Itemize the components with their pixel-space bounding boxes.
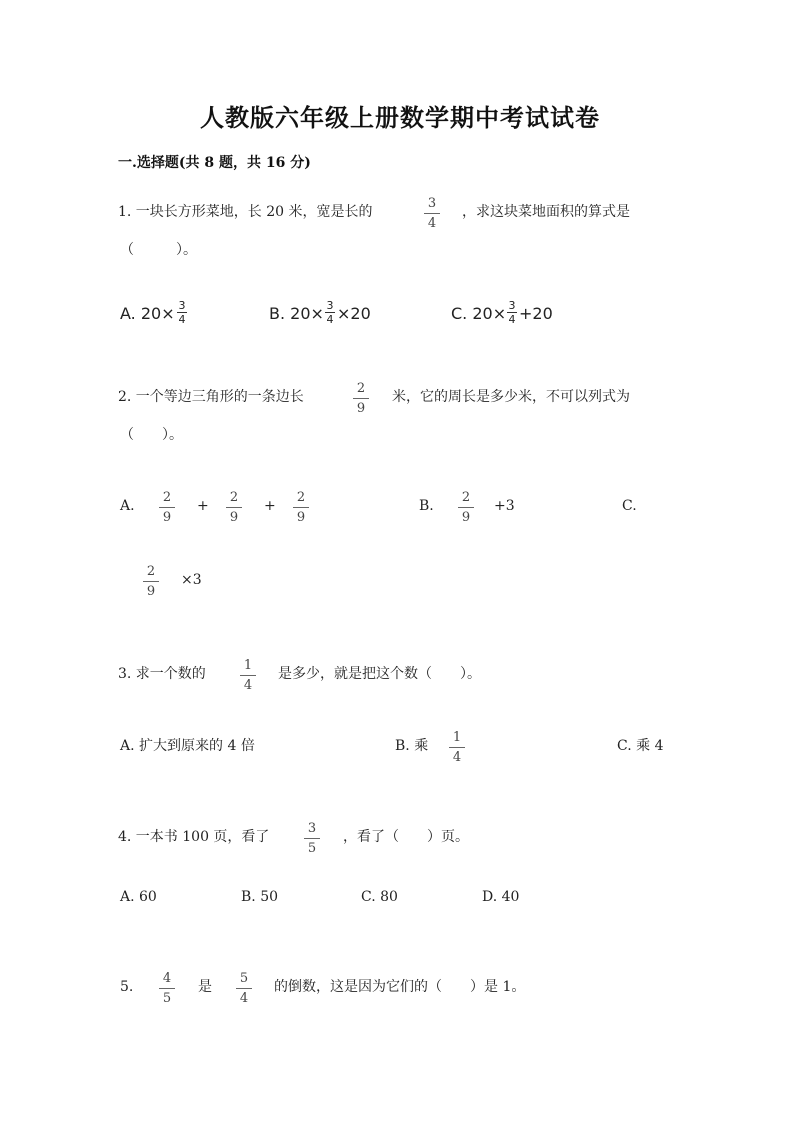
q5-fraction-1 <box>159 971 175 1006</box>
q1-option-b-prefix: B. 20× <box>269 304 324 323</box>
denominator: 9 <box>461 510 471 525</box>
denominator: 4 <box>178 313 186 326</box>
q1-frac-numerator: 3 <box>427 196 437 211</box>
denominator: 4 <box>452 750 462 765</box>
denominator: 9 <box>162 510 172 525</box>
plus-sign: + <box>264 498 276 514</box>
q1-text-before: 1. 一块长方形菜地，长 20 米，宽是长的 <box>118 204 373 220</box>
q4-fraction <box>304 821 320 856</box>
q3-frac-denominator: 4 <box>243 678 253 693</box>
page-title: 人教版六年级上册数学期中考试试卷 <box>200 103 600 132</box>
q1-option-b-suffix: ×20 <box>337 304 371 323</box>
q4-text-after: ，看了（ ）页。 <box>343 829 469 845</box>
q3-fraction <box>240 658 256 693</box>
numerator: 2 <box>162 490 172 505</box>
numerator: 3 <box>508 299 516 312</box>
q2-frac-denominator: 9 <box>356 401 366 416</box>
q2-option-a-fraction-1 <box>159 490 175 525</box>
q1-option-c-prefix: C. 20× <box>451 304 507 323</box>
fraction-bar <box>159 988 175 989</box>
q2-option-c-label: C. <box>622 498 637 514</box>
section-heading: 一.选择题(共 8 题，共 16 分) <box>118 155 311 171</box>
denominator: 9 <box>296 510 306 525</box>
q2-blank: （ ）。 <box>120 427 183 443</box>
fraction-bar <box>236 988 252 989</box>
q3-option-c: C. 乘 4 <box>617 738 664 754</box>
q5-mid-text: 是 <box>198 979 212 995</box>
q4-option-c: C. 80 <box>361 889 398 905</box>
numerator: 4 <box>162 971 172 986</box>
q1-option-b-fraction <box>325 300 335 325</box>
q1-option-c-suffix: +20 <box>519 304 553 323</box>
q3-option-b-label: B. 乘 <box>395 738 429 754</box>
q2-option-a-fraction-2 <box>226 490 242 525</box>
numerator: 2 <box>296 490 306 505</box>
q2-fraction <box>353 381 369 416</box>
denominator: 4 <box>508 313 516 326</box>
fraction-bar <box>226 507 242 508</box>
denominator: 5 <box>162 991 172 1006</box>
fraction-bar <box>304 838 320 839</box>
numerator: 5 <box>239 971 249 986</box>
q2-text-before: 2. 一个等边三角形的一条边长 <box>118 389 304 405</box>
q4-option-a: A. 60 <box>120 889 157 905</box>
q1-blank: （ ）。 <box>120 242 197 258</box>
plus-sign: + <box>197 498 209 514</box>
denominator: 4 <box>239 991 249 1006</box>
fraction-bar <box>458 507 474 508</box>
fraction-bar <box>293 507 309 508</box>
q1-option-a-fraction <box>177 300 187 325</box>
q3-frac-numerator: 1 <box>243 658 253 673</box>
denominator: 4 <box>326 313 334 326</box>
q2-option-b-suffix: +3 <box>494 498 515 514</box>
numerator: 2 <box>146 564 156 579</box>
fraction-bar <box>449 747 465 748</box>
q3-text-after: 是多少，就是把这个数（ ）。 <box>278 666 481 682</box>
q1-frac-denominator: 4 <box>427 216 437 231</box>
q1-text-after: ，求这块菜地面积的算式是 <box>462 204 630 220</box>
numerator: 3 <box>326 299 334 312</box>
q4-frac-denominator: 5 <box>307 841 317 856</box>
q5-text-after: 的倒数，这是因为它们的（ ）是 1。 <box>274 979 526 995</box>
q1-fraction <box>424 196 440 231</box>
q2-option-a-label: A. <box>120 498 135 514</box>
fraction-bar <box>143 581 159 582</box>
q1-option-c-fraction <box>507 300 517 325</box>
q2-frac-numerator: 2 <box>356 381 366 396</box>
numerator: 1 <box>452 730 462 745</box>
q5-fraction-2 <box>236 971 252 1006</box>
q2-option-b-fraction <box>458 490 474 525</box>
fraction-bar <box>424 213 440 214</box>
q2-text-after: 米，它的周长是多少米，不可以列式为 <box>392 389 630 405</box>
q5-label: 5. <box>120 979 134 995</box>
q3-option-a: A. 扩大到原来的 4 倍 <box>120 738 255 754</box>
q2-option-b-label: B. <box>419 498 434 514</box>
q2-option-c-fraction <box>143 564 159 599</box>
q4-text-before: 4. 一本书 100 页，看了 <box>118 829 270 845</box>
fraction-bar <box>240 675 256 676</box>
q2-option-c-suffix: ×3 <box>181 572 202 588</box>
q4-option-d: D. 40 <box>482 889 520 905</box>
numerator: 2 <box>229 490 239 505</box>
fraction-bar <box>353 398 369 399</box>
q4-frac-numerator: 3 <box>307 821 317 836</box>
q1-option-a-prefix: A. 20× <box>120 304 175 323</box>
q3-option-b-fraction <box>449 730 465 765</box>
denominator: 9 <box>229 510 239 525</box>
numerator: 2 <box>461 490 471 505</box>
q2-option-a-fraction-3 <box>293 490 309 525</box>
q4-option-b: B. 50 <box>241 889 279 905</box>
q3-text-before: 3. 求一个数的 <box>118 666 206 682</box>
numerator: 3 <box>178 299 186 312</box>
denominator: 9 <box>146 584 156 599</box>
fraction-bar <box>159 507 175 508</box>
